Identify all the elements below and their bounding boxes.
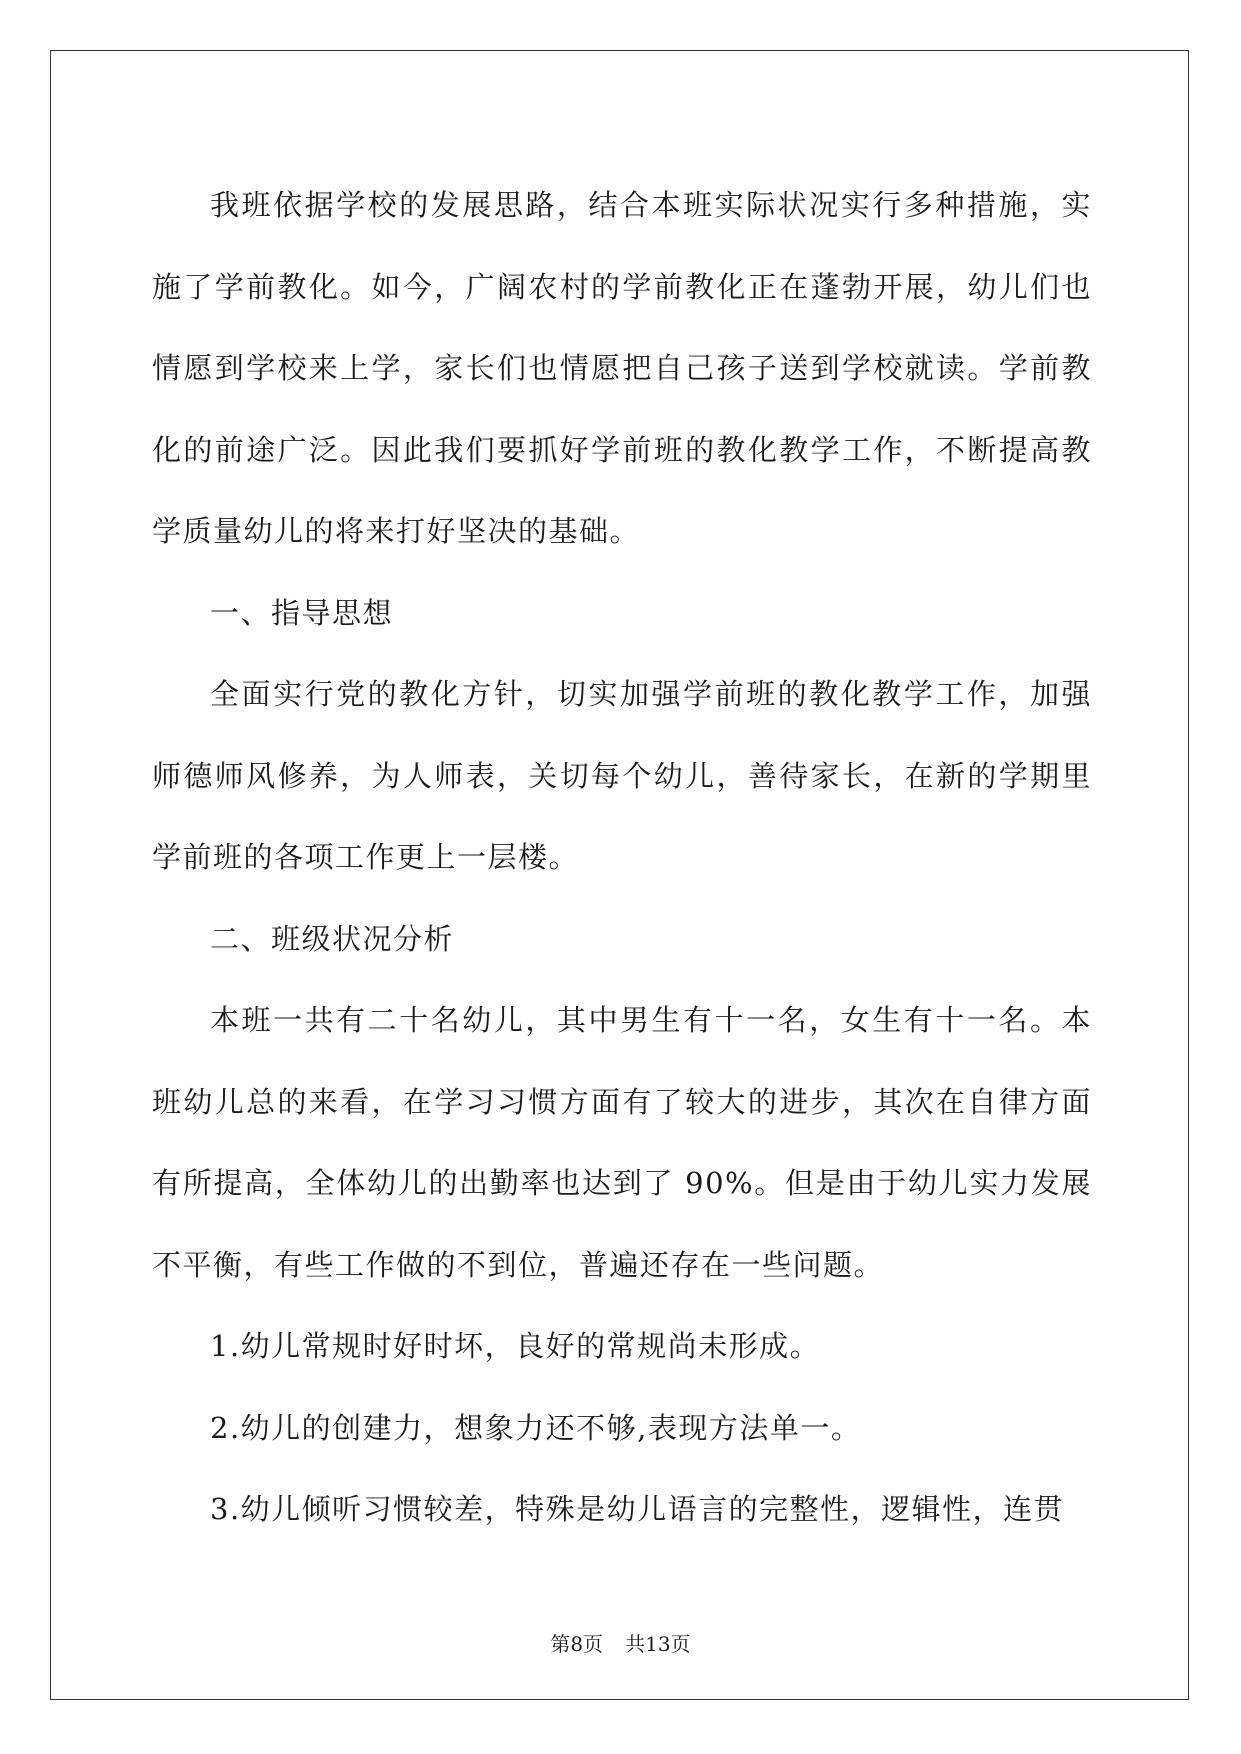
paragraph-guiding-ideology: 全面实行党的教化方针，切实加强学前班的教化教学工作，加强师德师风修养，为人师表，关切每个幼儿，善待家长，在新的学期里学前班的各项工作更上一层楼。 [152, 677, 1092, 874]
page-total: 共13页 [625, 1632, 691, 1656]
page-footer [0, 1628, 1241, 1657]
document-body [152, 165, 1092, 1551]
heading-class-analysis: 二、班级状况分析 [210, 921, 455, 956]
paragraph-intro: 我班依据学校的发展思路，结合本班实际状况实行多种措施，实施了学前教化。如今，广阔农村的学前教化正在蓬勃开展，幼儿们也情愿到学校来上学，家长们也情愿把自己孩子送到学校就读。学前教化的前途广泛。因此我们要抓好学前班的教化教学工作，不断提高教学质量幼儿的将来打好坚决的基础。 [152, 188, 1092, 548]
paragraph-class-analysis: 本班一共有二十名幼儿，其中男生有十一名，女生有十一名。本班幼儿总的来看，在学习习惯方面有了较大的进步，其次在自律方面有所提高，全体幼儿的出勤率也达到了 90%。但是由于幼儿实力发展不平衡，有些工作做的不到位，普遍还存在一些问题。 [152, 1003, 1092, 1282]
list-item-1: 1.幼儿常规时好时坏，良好的常规尚未形成。 [210, 1329, 821, 1363]
list-item-3: 3.幼儿倾听习惯较差，特殊是幼儿语言的完整性，逻辑性，连贯 [210, 1492, 1065, 1526]
heading-guiding-ideology: 一、指导思想 [210, 595, 394, 630]
list-item-2: 2.幼儿的创建力，想象力还不够,表现方法单一。 [210, 1410, 862, 1445]
page-number: 第8页 [550, 1632, 604, 1656]
